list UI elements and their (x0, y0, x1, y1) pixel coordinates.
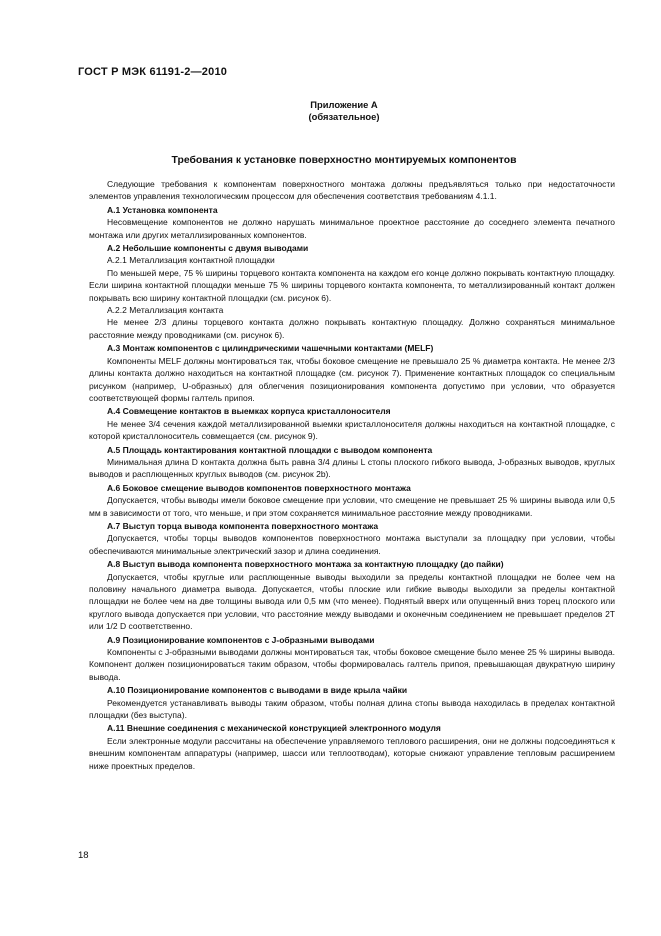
annex-label (78, 99, 610, 123)
paragraph-a3: Компоненты MELF должны монтироваться так, чтобы боковое смещение не превышало 25 % диаметра контакта. Не менее 2/3 длины контакта должно находиться на контактной площадке (см. рисунок 7). Применение контактных площадок со специальным рисунком (например, U-образных) для облегчения позиционирования компонента допустимо при условии, что образуется соответствующей формы галтель припоя. (89, 355, 615, 403)
page-number: 18 (78, 850, 89, 861)
section-heading-a7: А.7 Выступ торца вывода компонента поверхностного монтажа (107, 520, 379, 531)
paragraph-a7: Допускается, чтобы торцы выводов компонентов поверхностного монтажа выступали за площадку при условии, чтобы обеспечиваются минимальные электрический зазор и длина соединения. (89, 533, 615, 556)
section-heading-a10: А.10 Позиционирование компонентов с выводами в виде крыла чайки (107, 685, 408, 696)
paragraph-a11: Если электронные модули рассчитаны на обеспечение управляемого теплового расширения, они не должны подсоединяться к внешним компонентам аппаратуры (например, шасси или теплоотводам), которые снижают управление тепловым расширением ниже проектных пределов. (89, 735, 615, 771)
paragraph-a2-2: Не менее 2/3 длины торцевого контакта должно покрывать контактную площадку. Должно сохраняться минимальное расстояние между проводниками (см. рисунок 6). (89, 317, 615, 340)
intro-paragraph: Следующие требования к компонентам поверхностного монтажа должны предъявляться только при недостаточности элементов управления технологическим процессом для обеспечения соответствия требованиям 4.1.1. (89, 179, 615, 202)
section-heading-a6: А.6 Боковое смещение выводов компонентов поверхностного монтажа (107, 482, 411, 493)
section-heading-a11: А.11 Внешние соединения с механической конструкцией электронного модуля (107, 723, 441, 734)
paragraph-a4: Не менее 3/4 сечения каждой металлизированной выемки кристаллоносителя должны находиться на контактной площадке, с которой кристаллоноситель совмещается (см. рисунок 9). (89, 418, 615, 442)
section-title: Требования к установке поверхностно монтируемых компонентов (171, 155, 517, 166)
document-body (89, 178, 615, 772)
paragraph-a2-1: По меньшей мере, 75 % ширины торцевого контакта компонента на каждом его конце должно покрывать контактную площадку. Если ширина контактной площадки меньше 75 % ширины торцевого контакта компонента, то металлизированный контакт должен покрывать всю ширину контактной площадки (см. рисунок 6). (89, 267, 615, 303)
section-heading-a2: А.2 Небольшие компоненты с двумя выводами (107, 243, 309, 254)
paragraph-a9: Компоненты с J-образными выводами должны монтироваться так, чтобы боковое смещение было менее 25 % ширины вывода. Компонент должен позиционироваться таким образом, чтобы формировалась галтель припоя, превышающая двукратную ширину вывода. (89, 647, 615, 682)
subheading-a2-1: А.2.1 Металлизация контактной площадки (107, 255, 275, 266)
paragraph-a5: Минимальная длина D контакта должна быть равна 3/4 длины L стопы плоского гибкого вывода, J-образных выводов, круглых выводов и расплющенных круглых выводов (см. рисунок 2b). (89, 456, 615, 480)
annex-status: (обязательное) (308, 111, 380, 122)
subheading-a2-2: А.2.2 Металлизация контакта (107, 305, 224, 316)
section-heading-a4: А.4 Совмещение контактов в выемках корпуса кристаллоносителя (107, 406, 391, 417)
paragraph-a8: Допускается, чтобы круглые или расплющенные выводы выходили за пределы контактной площадки не более чем на половину начального диаметра вывода. Допускается, чтобы плоские или гибкие выводы выходили за пределы контактной площадки не более чем на две толщины вывода или 0,5 мм (что менее). Поднятый вверх или опущенный вниз торец плоского или круглого вывода допускается при условии, что расстояние между выводами и оконечным соединением не превышает пределов 2T или 1/2 D соответственно. (89, 571, 615, 632)
section-heading-a3: А.3 Монтаж компонентов с цилиндрическими чашечными контактами (MELF) (107, 343, 434, 354)
document-header: ГОСТ Р МЭК 61191-2—2010 (78, 66, 228, 78)
section-heading-a5: А.5 Площадь контактирования контактной площадки с выводом компонента (107, 444, 433, 455)
section-heading-a8: А.8 Выступ вывода компонента поверхностного монтажа за контактную площадку (до пайки) (107, 559, 504, 570)
paragraph-a1: Несовмещение компонентов не должно нарушать минимальное проектное расстояние до соседнего элемента печатного монтажа или других металлизированных компонентов. (89, 217, 615, 240)
paragraph-a10: Рекомендуется устанавливать выводы таким образом, чтобы полная длина стопы вывода находилась в пределах контактной площадки (без выступа). (89, 697, 615, 721)
annex-title: Приложение А (310, 99, 378, 110)
paragraph-a6: Допускается, чтобы выводы имели боковое смещение при условии, что смещение не превышает 25 % ширины вывода или 0,5 мм в зависимости от того, что меньше, и при этом сохраняется минимальное расстояние между проводниками. (89, 495, 615, 518)
section-heading-a9: А.9 Позиционирование компонентов с J-образными выводами (107, 634, 375, 645)
section-heading-a1: А.1 Установка компонента (107, 204, 218, 215)
